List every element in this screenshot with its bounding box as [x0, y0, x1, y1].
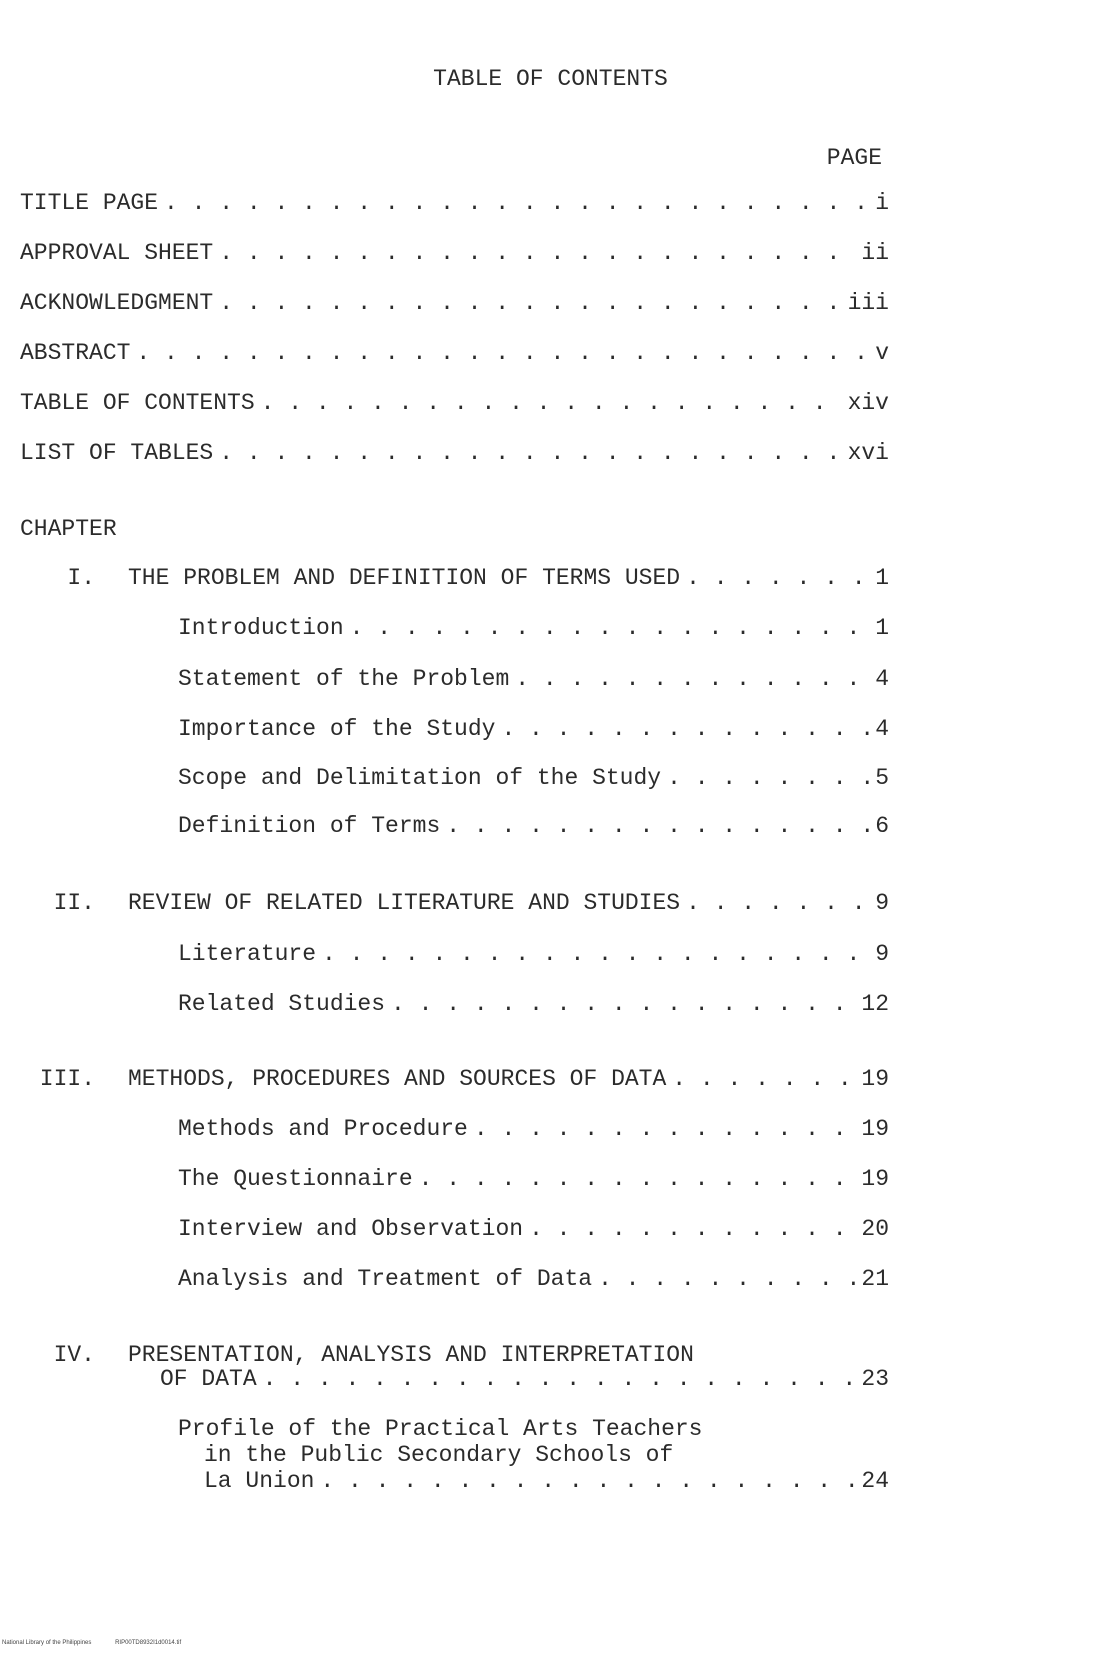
toc-entry-label: Definition of Terms	[178, 813, 441, 839]
toc-entry-label: LIST OF TABLES	[20, 440, 214, 466]
toc-chapter-3[interactable]	[128, 1066, 889, 1096]
toc-entry-label: REVIEW OF RELATED LITERATURE AND STUDIES	[128, 890, 681, 916]
leader-dots	[667, 765, 871, 791]
chapter-numeral: I.	[67, 565, 95, 591]
leader-dots	[686, 890, 871, 916]
toc-section[interactable]	[178, 813, 889, 843]
leader-dots	[136, 340, 871, 366]
toc-entry-page: i	[875, 190, 889, 216]
toc-entry-label: TITLE PAGE	[20, 190, 159, 216]
toc-entry-approval-sheet[interactable]	[20, 240, 889, 270]
toc-chapter-4-title-line1[interactable]: PRESENTATION, ANALYSIS AND INTERPRETATION	[128, 1342, 694, 1368]
toc-entry-page: 23	[861, 1366, 889, 1392]
toc-entry-page: 6	[875, 813, 889, 839]
toc-chapter-1[interactable]	[128, 565, 889, 595]
toc-entry-acknowledgment[interactable]	[20, 290, 889, 320]
leader-dots	[219, 440, 843, 466]
toc-entry-label: THE PROBLEM AND DEFINITION OF TERMS USED	[128, 565, 681, 591]
toc-entry-page: v	[875, 340, 889, 366]
scan-footer	[2, 1640, 203, 1646]
page-column-header: PAGE	[826, 145, 882, 171]
leader-dots	[219, 290, 843, 316]
toc-entry-label: Introduction	[178, 615, 344, 641]
chapter-numeral: II.	[53, 890, 95, 916]
toc-entry-page: xvi	[847, 440, 889, 466]
toc-entry-page: 20	[861, 1216, 889, 1242]
toc-entry-page: 21	[861, 1266, 889, 1292]
leader-dots	[686, 565, 871, 591]
leader-dots	[263, 1366, 858, 1392]
toc-section[interactable]	[178, 666, 889, 696]
toc-section-line1[interactable]: Profile of the Practical Arts Teachers	[178, 1416, 703, 1442]
toc-section-line2[interactable]: in the Public Secondary Schools of	[204, 1442, 674, 1468]
toc-entry-label: Analysis and Treatment of Data	[178, 1266, 593, 1292]
toc-entry-page: 9	[875, 941, 889, 967]
toc-entry-page: 4	[875, 666, 889, 692]
toc-entry-page: 4	[875, 716, 889, 742]
toc-entry-page: ii	[861, 240, 889, 266]
toc-entry-title-page[interactable]	[20, 190, 889, 220]
leader-dots	[219, 240, 857, 266]
toc-entry-page: iii	[847, 290, 889, 316]
toc-section[interactable]	[178, 716, 889, 746]
toc-entry-label: ACKNOWLEDGMENT	[20, 290, 214, 316]
toc-entry-label: Scope and Delimitation of the Study	[178, 765, 662, 791]
leader-dots	[598, 1266, 857, 1292]
toc-entry-page: 19	[861, 1066, 889, 1092]
leader-dots	[419, 1166, 858, 1192]
toc-entry-page: xiv	[847, 390, 889, 416]
leader-dots	[320, 1468, 857, 1494]
toc-entry-list-of-tables[interactable]	[20, 440, 889, 470]
toc-entry-label: APPROVAL SHEET	[20, 240, 214, 266]
toc-entry-label: METHODS, PROCEDURES AND SOURCES OF DATA	[128, 1066, 667, 1092]
toc-entry-label: Related Studies	[178, 991, 386, 1017]
toc-section[interactable]	[178, 1266, 889, 1296]
leader-dots	[164, 190, 871, 216]
toc-section[interactable]	[178, 615, 889, 645]
toc-chapter-4[interactable]	[160, 1366, 889, 1396]
leader-dots	[350, 615, 872, 641]
toc-entry-page: 19	[861, 1166, 889, 1192]
toc-entry-label: Literature	[178, 941, 317, 967]
toc-entry-label: Statement of the Problem	[178, 666, 510, 692]
toc-section[interactable]	[178, 1216, 889, 1246]
toc-entry-label: Interview and Observation	[178, 1216, 524, 1242]
toc-entry-page: 24	[861, 1468, 889, 1494]
toc-entry-label: ABSTRACT	[20, 340, 131, 366]
leader-dots	[446, 813, 871, 839]
leader-dots	[261, 390, 844, 416]
toc-section[interactable]	[178, 991, 889, 1021]
page-title: TABLE OF CONTENTS	[433, 66, 668, 92]
chapter-numeral: IV.	[53, 1342, 95, 1368]
footer-source: National Library of the Philippines	[2, 1640, 92, 1646]
leader-dots	[322, 941, 871, 967]
toc-section[interactable]	[178, 1116, 889, 1146]
toc-entry-page: 1	[875, 615, 889, 641]
leader-dots	[529, 1216, 857, 1242]
toc-section[interactable]	[178, 941, 889, 971]
leader-dots	[391, 991, 857, 1017]
toc-entry-label: Importance of the Study	[178, 716, 496, 742]
toc-section[interactable]	[204, 1468, 889, 1498]
toc-entry-page: 1	[875, 565, 889, 591]
leader-dots	[474, 1116, 858, 1142]
chapter-heading: CHAPTER	[20, 516, 117, 542]
toc-section[interactable]	[178, 1166, 889, 1196]
toc-entry-label: The Questionnaire	[178, 1166, 413, 1192]
toc-entry-label: OF DATA	[160, 1366, 257, 1392]
toc-entry-page: 5	[875, 765, 889, 791]
toc-entry-abstract[interactable]	[20, 340, 889, 370]
toc-entry-page: 9	[875, 890, 889, 916]
leader-dots	[672, 1066, 857, 1092]
leader-dots	[501, 716, 871, 742]
toc-entry-page: 12	[861, 991, 889, 1017]
toc-chapter-2[interactable]	[128, 890, 889, 920]
toc-entry-label: Methods and Procedure	[178, 1116, 468, 1142]
chapter-numeral: III.	[39, 1066, 95, 1092]
toc-entry-label: La Union	[204, 1468, 315, 1494]
toc-section[interactable]	[178, 765, 889, 795]
toc-entry-label: TABLE OF CONTENTS	[20, 390, 255, 416]
footer-filename: RIP00TD8932I1d0014.tif	[115, 1640, 182, 1646]
toc-entry-table-of-contents[interactable]	[20, 390, 889, 420]
leader-dots	[515, 666, 871, 692]
toc-entry-page: 19	[861, 1116, 889, 1142]
